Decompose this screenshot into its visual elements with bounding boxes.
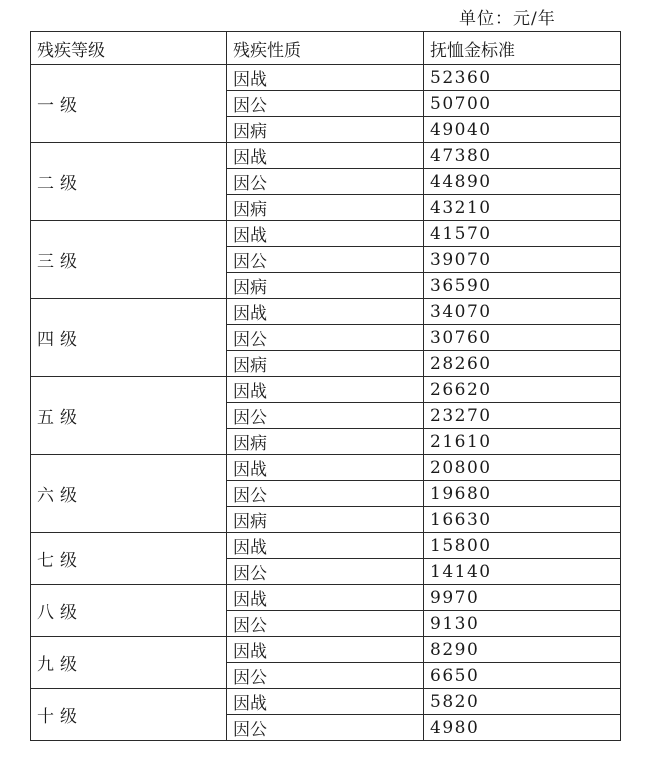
disability-nature-cell: 因病 (227, 195, 424, 221)
table-row (31, 689, 621, 715)
pension-amount-cell: 43210 (424, 195, 621, 221)
disability-nature-cell: 因病 (227, 507, 424, 533)
table-row (31, 637, 621, 663)
pension-amount-cell: 14140 (424, 559, 621, 585)
pension-amount-cell: 4980 (424, 715, 621, 741)
disability-nature-cell: 因公 (227, 403, 424, 429)
table-row (31, 585, 621, 611)
disability-nature-cell: 因战 (227, 533, 424, 559)
pension-standards-table (30, 31, 621, 741)
pension-amount-cell: 26620 (424, 377, 621, 403)
pension-amount-cell: 16630 (424, 507, 621, 533)
pension-amount-cell: 50700 (424, 91, 621, 117)
disability-nature-cell: 因病 (227, 117, 424, 143)
disability-nature-cell: 因战 (227, 455, 424, 481)
table-row (31, 221, 621, 247)
disability-nature-cell: 因公 (227, 169, 424, 195)
table-row (31, 299, 621, 325)
pension-amount-cell: 47380 (424, 143, 621, 169)
disability-nature-cell: 因公 (227, 663, 424, 689)
table-row (31, 455, 621, 481)
disability-nature-cell: 因公 (227, 559, 424, 585)
disability-nature-cell: 因公 (227, 325, 424, 351)
header-level: 残疾等级 (31, 32, 227, 65)
table-row (31, 377, 621, 403)
disability-level-cell: 六级 (31, 455, 227, 533)
header-nature: 残疾性质 (227, 32, 424, 65)
disability-nature-cell: 因公 (227, 611, 424, 637)
disability-level-cell: 四级 (31, 299, 227, 377)
disability-nature-cell: 因战 (227, 65, 424, 91)
pension-amount-cell: 21610 (424, 429, 621, 455)
table-row (31, 65, 621, 91)
disability-level-cell: 二级 (31, 143, 227, 221)
table-row (31, 143, 621, 169)
pension-amount-cell: 44890 (424, 169, 621, 195)
disability-nature-cell: 因战 (227, 637, 424, 663)
disability-nature-cell: 因病 (227, 273, 424, 299)
disability-level-cell: 一级 (31, 65, 227, 143)
disability-nature-cell: 因公 (227, 715, 424, 741)
header-row (31, 32, 621, 65)
disability-level-cell: 三级 (31, 221, 227, 299)
pension-amount-cell: 6650 (424, 663, 621, 689)
pension-amount-cell: 9130 (424, 611, 621, 637)
unit-note: 单位：元/年 (459, 9, 556, 29)
pension-amount-cell: 41570 (424, 221, 621, 247)
table-row (31, 533, 621, 559)
disability-nature-cell: 因病 (227, 429, 424, 455)
disability-nature-cell: 因病 (227, 351, 424, 377)
disability-nature-cell: 因战 (227, 143, 424, 169)
disability-level-cell: 八级 (31, 585, 227, 637)
pension-amount-cell: 19680 (424, 481, 621, 507)
pension-amount-cell: 28260 (424, 351, 621, 377)
disability-nature-cell: 因战 (227, 221, 424, 247)
disability-level-cell: 七级 (31, 533, 227, 585)
disability-nature-cell: 因公 (227, 481, 424, 507)
pension-amount-cell: 52360 (424, 65, 621, 91)
pension-amount-cell: 36590 (424, 273, 621, 299)
disability-nature-cell: 因战 (227, 377, 424, 403)
pension-amount-cell: 23270 (424, 403, 621, 429)
disability-level-cell: 十级 (31, 689, 227, 741)
pension-amount-cell: 8290 (424, 637, 621, 663)
disability-nature-cell: 因公 (227, 247, 424, 273)
pension-amount-cell: 20800 (424, 455, 621, 481)
pension-amount-cell: 49040 (424, 117, 621, 143)
pension-amount-cell: 39070 (424, 247, 621, 273)
table-header (31, 32, 621, 65)
disability-level-cell: 九级 (31, 637, 227, 689)
table-body (31, 65, 621, 741)
pension-amount-cell: 9970 (424, 585, 621, 611)
header-standard: 抚恤金标准 (424, 32, 621, 65)
disability-nature-cell: 因战 (227, 585, 424, 611)
disability-nature-cell: 因战 (227, 299, 424, 325)
pension-amount-cell: 5820 (424, 689, 621, 715)
disability-nature-cell: 因战 (227, 689, 424, 715)
pension-amount-cell: 15800 (424, 533, 621, 559)
disability-level-cell: 五级 (31, 377, 227, 455)
pension-amount-cell: 30760 (424, 325, 621, 351)
pension-amount-cell: 34070 (424, 299, 621, 325)
disability-nature-cell: 因公 (227, 91, 424, 117)
